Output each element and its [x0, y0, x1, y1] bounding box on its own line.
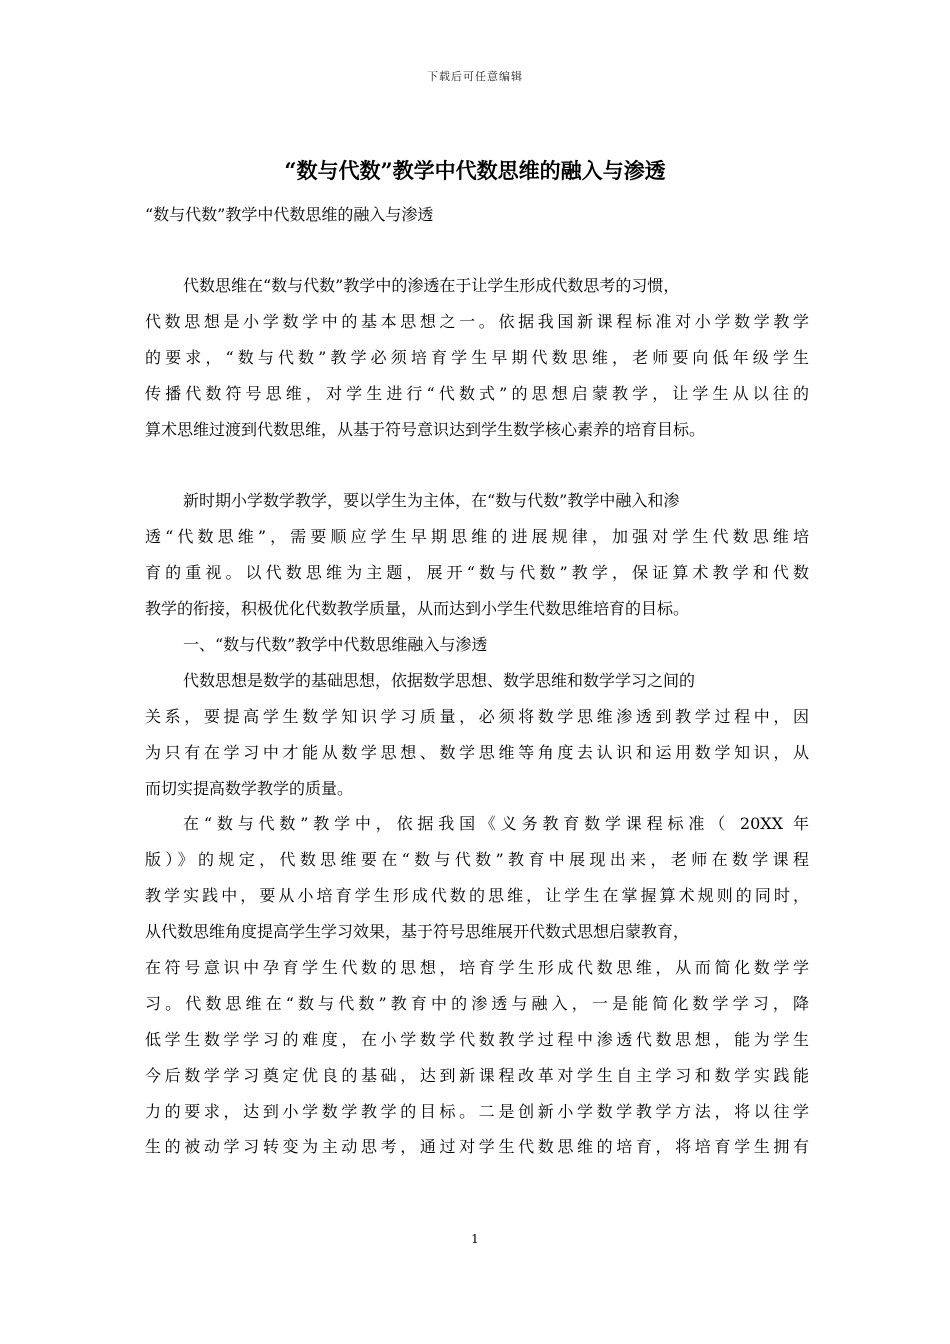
document-title: “数与代数”教学中代数思维的融入与渗透 [284, 158, 666, 183]
paragraph-foundation [145, 663, 809, 807]
paragraph-line: 新时期小学数学教学，要以学生为主体，在“数与代数”教学中融入和渗 [183, 491, 680, 511]
paragraph-line: 而切实提高数学教学的质量。 [145, 778, 354, 798]
paragraph-line: 在符号意识中孕育学生代数的思想，培育学生形成代数思维，从而简化数学学 [145, 958, 809, 978]
paragraph-line: 为只有在学习中才能从数学思想、数学思维等角度去认识和运用数学知识，从 [145, 742, 809, 762]
paragraph-line: 教学的衔接，积极优化代数教学质量，从而达到小学生代数思维培育的目标。 [145, 599, 690, 619]
paragraph-line: 代数思想是小学数学中的基本思想之一。依据我国新课程标准对小学数学教学 [145, 311, 809, 331]
paragraph-line: 透“代数思维”，需要顺应学生早期思维的进展规律，加强对学生代数思维培 [145, 527, 809, 547]
paragraph-line: 传播代数符号思维，对学生进行“代数式”的思想启蒙教学，让学生从以往的 [145, 383, 809, 403]
paragraph-standards [145, 806, 809, 1165]
paragraph-line: 教学实践中，要从小培育学生形成代数的思维，让学生在掌握算术规则的同时， [145, 886, 809, 906]
paragraph-line: 今后数学学习奠定优良的基础，达到新课程改革对学生自主学习和数学实践能 [145, 1065, 809, 1085]
paragraph-line: 代数思想是数学的基础思想，依据数学思想、数学思维和数学学习之间的 [183, 670, 696, 690]
paragraph-line: 育的重视。以代数思维为主题，展开“数与代数”教学，保证算术教学和代数 [145, 563, 809, 583]
paragraph-line: 的要求，“数与代数”教学必须培育学生早期代数思维，老师要向低年级学生 [145, 347, 809, 367]
document-body [145, 268, 809, 1165]
paragraph-line: 算术思维过渡到代数思维，从基于符号意识达到学生数学核心素养的培育目标。 [145, 419, 706, 439]
paragraph-line: 力的要求，达到小学数学教学的目标。二是创新小学数学教学方法，将以往学 [145, 1101, 809, 1121]
document-subtitle: “数与代数”教学中代数思维的融入与渗透 [145, 205, 434, 224]
paragraph-line: 低学生数学学习的难度，在小学数学代数教学过程中渗透代数思想，能为学生 [145, 1029, 809, 1049]
paragraph-line: 习。代数思维在“数与代数”教育中的渗透与融入，一是能简化数学学习，降 [145, 993, 809, 1013]
page-number: 1 [471, 1232, 479, 1246]
paragraph-context [145, 483, 809, 627]
paragraph-line: 版）》的规定，代数思维要在“数与代数”教育中展现出来，老师在数学课程 [145, 850, 809, 870]
paragraph-line: 生的被动学习转变为主动思考，通过对学生代数思维的培育，将培育学生拥有 [145, 1137, 809, 1157]
paragraph-spacer [145, 447, 809, 483]
paragraph-intro [145, 268, 809, 447]
page-header-note: 下载后可任意编辑 [427, 70, 523, 83]
paragraph-line: 在“数与代数”教学中，依据我国《义务教育数学课程标准（ 20XX 年 [183, 814, 809, 834]
paragraph-line: 代数思维在“数与代数”教学中的渗透在于让学生形成代数思考的习惯， [183, 276, 680, 295]
section-heading: 一、“数与代数”教学中代数思维融入与渗透 [183, 635, 488, 655]
paragraph-line: 关系，要提高学生数学知识学习质量，必须将数学思维渗透到教学过程中，因 [145, 706, 809, 726]
paragraph-line: 从代数思维角度提高学生学习效果，基于符号思维展开代数式思想启蒙教育， [145, 922, 690, 942]
